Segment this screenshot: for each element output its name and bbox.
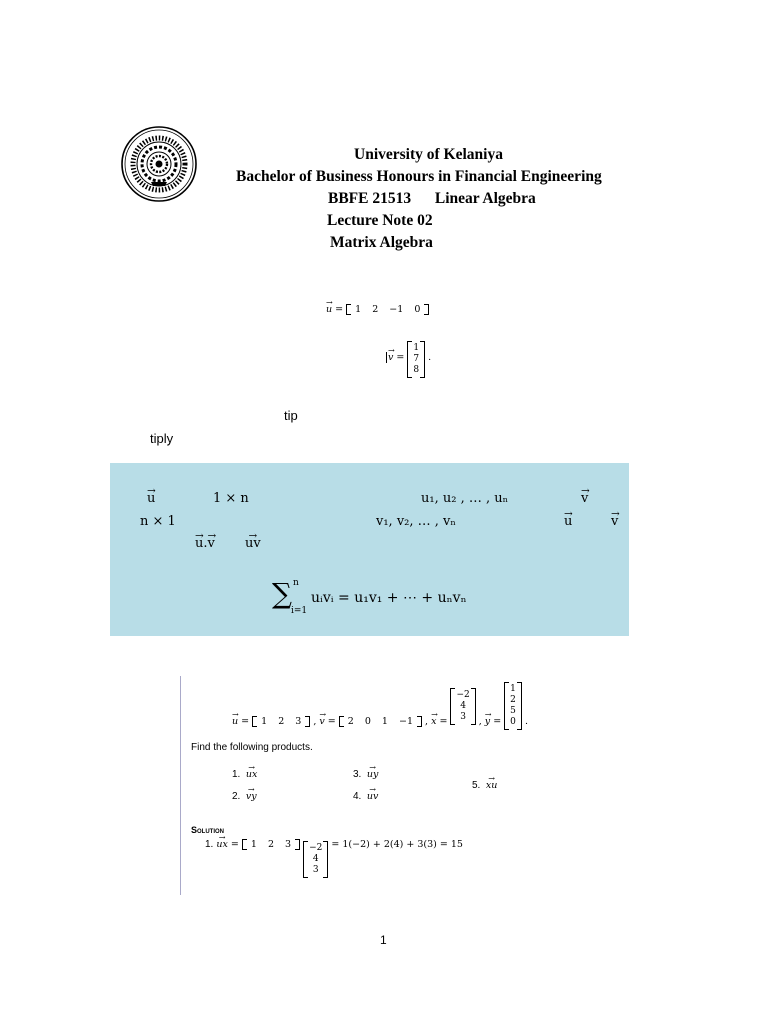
- callout-v-second: → v: [611, 514, 618, 529]
- solution-heading: Solution: [191, 825, 224, 835]
- u-entry: 1: [355, 304, 362, 315]
- sum-upper-limit: n: [293, 578, 299, 588]
- u-entry: −1: [389, 304, 404, 315]
- course-code: BBFE 21513: [328, 190, 412, 207]
- example-y-column: 1 2 5 0: [504, 682, 522, 730]
- u-entry: 0: [414, 304, 421, 315]
- text-fragment: tip: [284, 408, 298, 423]
- summation-formula: [272, 578, 512, 622]
- v-entry: 7: [413, 354, 420, 364]
- callout-u-second: → u: [564, 514, 572, 529]
- text-fragment: tiply: [150, 431, 174, 446]
- example-margin-rule: [180, 676, 181, 895]
- solution-1: 1. → ux = 1 2 3 −2 4 3 = 1(−2) + 2(4) + 3(3) = 15: [205, 841, 463, 878]
- product-item-3: 3. → uy: [353, 769, 378, 780]
- page-number: 1: [380, 933, 387, 947]
- callout-v-components: v₁, v₂, … , vₙ: [376, 514, 457, 529]
- intro-v-vector: → v = 1 7 8 .: [386, 341, 431, 378]
- solution-row-matrix: 1 2 3: [242, 839, 300, 850]
- u-symbol: → u: [326, 304, 332, 315]
- v-column-matrix: [407, 341, 425, 378]
- u-entry: 2: [372, 304, 379, 315]
- university-name: University of Kelaniya: [354, 146, 503, 163]
- callout-row-dimension: 1 × n: [213, 491, 249, 506]
- callout-col-dimension: n × 1: [140, 514, 176, 529]
- lecture-number: Lecture Note 02: [327, 212, 433, 229]
- callout-u: → u: [147, 491, 155, 506]
- example-instruction: Find the following products.: [191, 742, 313, 753]
- callout-juxtaposition: → uv: [245, 536, 261, 551]
- product-item-2: 2. → vy: [232, 791, 257, 802]
- sigma-symbol: ∑: [272, 577, 292, 610]
- u-row-matrix: [346, 304, 429, 315]
- product-item-1: 1. → ux: [232, 769, 257, 780]
- course-line: [328, 190, 536, 208]
- example-vectors: → u = 1 2 3 , → v = 2 0 1 −1 , → x = −2 4 3 , → y = 1 2 5 0 .: [232, 680, 528, 728]
- v-entry: 1: [413, 343, 420, 353]
- example-v-row: 2 0 1 −1: [339, 716, 422, 727]
- intro-u-vector: → u = 1 2 −1 0: [326, 304, 429, 315]
- example-x-column: −2 4 3: [450, 688, 475, 725]
- degree-title: Bachelor of Business Honours in Financial Engineering: [236, 168, 602, 185]
- university-seal: [121, 126, 197, 202]
- course-name: Linear Algebra: [434, 190, 536, 207]
- example-u-row: 1 2 3: [252, 716, 310, 727]
- callout-dot-notation: → u.→ v: [195, 536, 215, 551]
- callout-u-components: u₁, u₂ , … , uₙ: [421, 491, 509, 506]
- sum-body: uᵢvᵢ = u₁v₁ + ⋯ + uₙvₙ: [311, 590, 467, 606]
- sum-lower-limit: i=1: [291, 606, 308, 616]
- lecture-topic: Matrix Algebra: [330, 234, 433, 251]
- product-item-5: 5. → xu: [472, 780, 497, 791]
- solution-col-matrix: −2 4 3: [303, 841, 328, 878]
- v-entry: 8: [413, 365, 420, 375]
- product-item-4: 4. → uv: [353, 791, 378, 802]
- callout-v: → v: [581, 491, 588, 506]
- v-symbol: → v: [388, 352, 393, 363]
